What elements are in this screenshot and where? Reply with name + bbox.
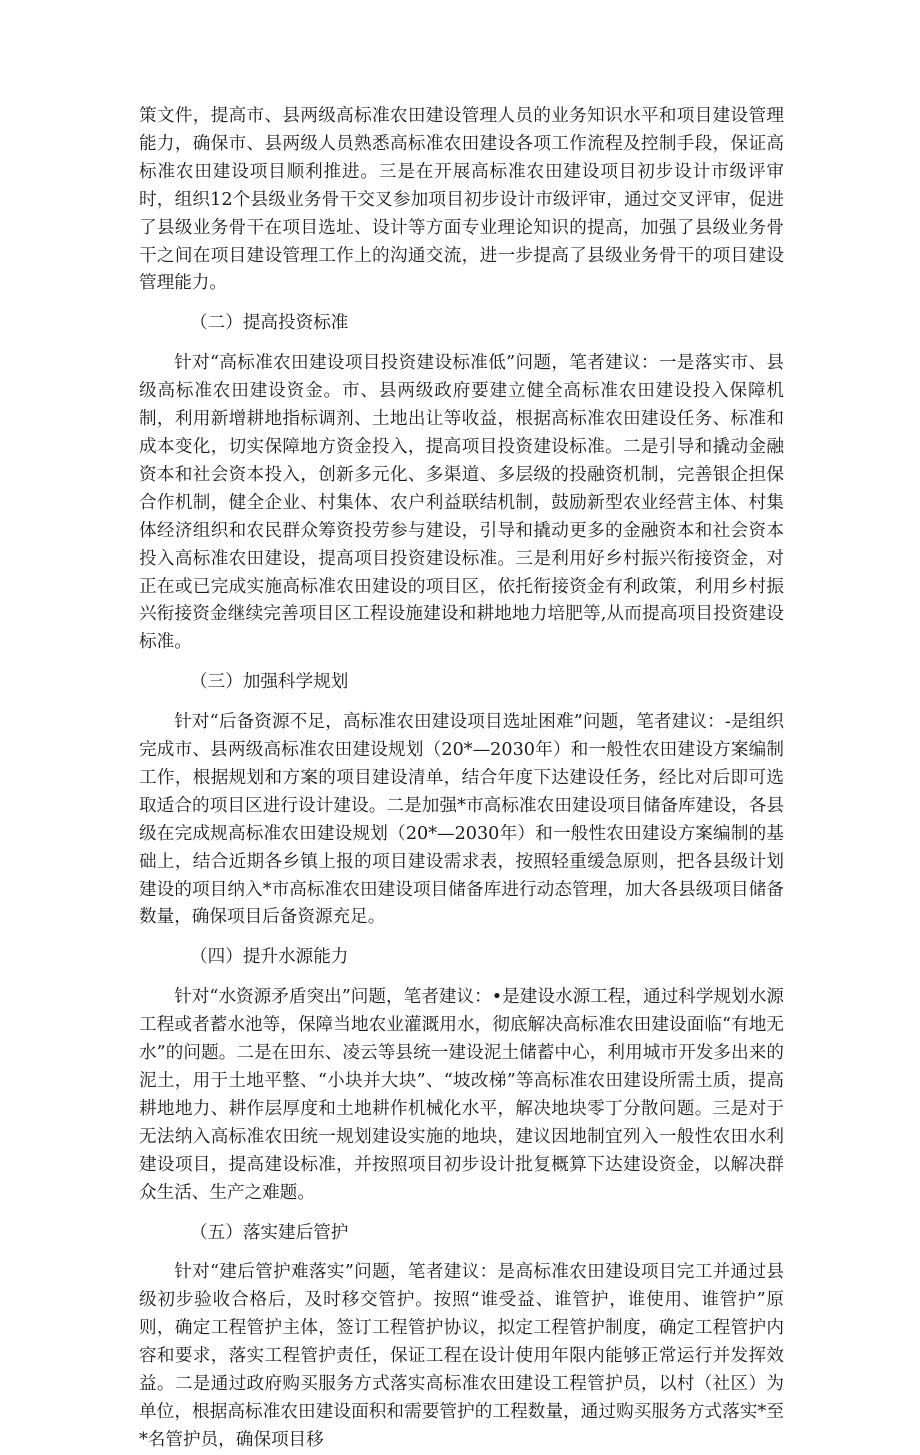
spacer [139,338,784,350]
section-heading-3: （三）加强科学规划 [190,672,349,693]
spacer [139,972,784,984]
spacer [139,298,784,310]
section-heading-4: （四）提升水源能力 [190,947,349,968]
section-heading-5: （五）落实建后管护 [190,1222,349,1243]
section-body-4: 针对“水资源矛盾突出”问题，笔者建议：•是建设水源工程，通过科学规划水源工程或者蓄水池等，保障当地农业灌溉用水，彻底解决高标准农田建设面临“有地无水”的问题。二是在田东、凌云等县统一建设泥土储蓄中心，利用城市开发多出来的泥土，用于土地平整、“小块并大块”、“坡改梯”等高标准农田建设所需土质，提高耕地地力、耕作层厚度和土地耕作机械化水平，解决地块零丁分散问题。三是对于无法纳入高标准农田统一规划建设实施的地块，建议因地制宜列入一般性农田水利建设项目，提高建设标准，并按照项目初步设计批复概算下达建设资金，以解决群众生活、生产之难题。 [139,987,784,1203]
spacer [139,697,784,709]
spacer [139,1247,784,1259]
document-page [139,103,784,1455]
spacer [139,657,784,669]
spacer [139,1208,784,1220]
section-body-5: 针对“建后管护难落实”问题，笔者建议：是高标准农田建设项目完工并通过县级初步验收合格后，及时移交管护。按照“谁受益、谁管护，谁使用、谁管护”原则，确定工程管护主体，签订工程管护协议，拟定工程管护制度，确定工程管护内容和要求，落实工程管护责任，保证工程在设计使用年限内能够正常运行并发挥效益。二是通过政府购买服务方式落实高标准农田建设工程管护员，以村（社区）为单位，根据高标准农田建设面积和需要管护的工程数量，通过购买服务方式落实*至*名管护员，确保项目移 [139,1262,784,1450]
section-heading-2: （二）提高投资标准 [190,313,349,334]
body-paragraph-continued: 策文件，提高市、县两级高标准农田建设管理人员的业务知识水平和项目建设管理能力，确保市、县两级人员熟悉高标准农田建设各项工作流程及控制手段，保证高标准农田建设项目顺利推进。三是在开展高标准农田建设项目初步设计市级评审时，组织12个县级业务骨干交叉参加项目初步设计市级评审，通过交叉评审，促进了县级业务骨干在项目选址、设计等方面专业理论知识的提高，加强了县级业务骨干之间在项目建设管理工作上的沟通交流，进一步提高了县级业务骨干的项目建设管理能力。 [139,106,784,294]
section-body-3: 针对“后备资源不足，高标准农田建设项目选址困难”问题，笔者建议：-是组织完成市、县两级高标准农田建设规划（20*—2030年）和一般性农田建设方案编制工作，根据规划和方案的项目建设清单，结合年度下达建设任务，经比对后即可选取适合的项目区进行设计建设。二是加强*市高标准农田建设项目储备库建设，各县级在完成规高标准农田建设规划（20*—2030年）和一般性农田建设方案编制的基础上，结合近期各乡镇上报的项目建设需求表，按照轻重缓急原则，把各县级计划建设的项目纳入*市高标准农田建设项目储备库进行动态管理，加大各县级项目储备数量，确保项目后备资源充足。 [139,712,784,928]
section-body-2: 针对“高标准农田建设项目投资建设标准低”问题，笔者建议：一是落实市、县级高标准农田建设资金。市、县两级政府要建立健全高标准农田建设投入保障机制，利用新增耕地指标调剂、土地出让等收益，根据高标准农田建设任务、标准和成本变化，切实保障地方资金投入，提高项目投资建设标准。二是引导和撬动金融资本和社会资本投入，创新多元化、多渠道、多层级的投融资机制，完善银企担保合作机制，健全企业、村集体、农户利益联结机制，鼓励新型农业经营主体、村集体经济组织和农民群众筹资投劳参与建设，引导和撬动更多的金融资本和社会资本投入高标准农田建设，提高项目投资建设标准。三是利用好乡村振兴衔接资金，对正在或已完成实施高标准农田建设的项目区，依托衔接资金有利政策，利用乡村振兴衔接资金继续完善项目区工程设施建设和耕地地力培肥等,从而提高项目投资建设标准。 [139,353,784,653]
spacer [139,932,784,944]
